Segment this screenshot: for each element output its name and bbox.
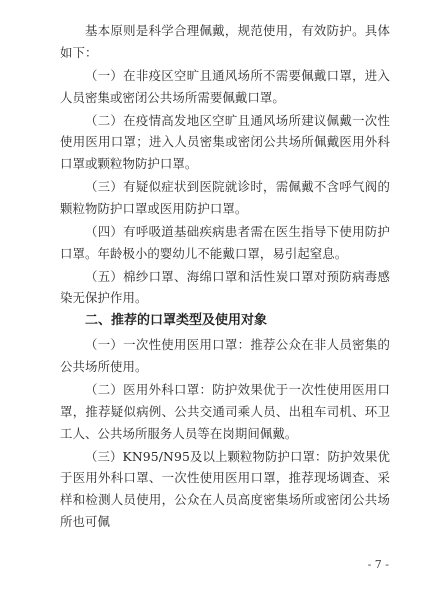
paragraph-item-3: （三）有疑似症状到医院就诊时，需佩戴不含呼气阀的颗粒物防护口罩或医用防护口罩。 <box>60 179 390 216</box>
paragraph-mask-type-2: （二）医用外科口罩：防护效果优于一次性使用医用口罩，推荐疑似病例、公共交通司乘人员、出租车司机、环卫工人、公共场所服务人员等在岗期间佩戴。 <box>60 382 390 441</box>
paragraph-item-1: （一）在非疫区空旷且通风场所不需要佩戴口罩，进入人员密集或密闭公共场所需要佩戴口罩。 <box>60 67 390 105</box>
paragraph-item-4: （四）有呼吸道基础疾病患者需在医生指导下使用防护口罩。年龄极小的婴幼儿不能戴口罩，易引起窒息。 <box>60 223 390 261</box>
paragraph-item-5: （五）棉纱口罩、海绵口罩和活性炭口罩对预防病毒感染无保护作用。 <box>60 268 390 306</box>
paragraph-mask-type-3: （三）KN95/N95及以上颗粒物防护口罩：防护效果优于医用外科口罩、一次性使用医用口罩，推荐现场调查、采样和检测人员使用，公众在人员高度密集场所或密闭公共场所也可佩 <box>60 448 390 529</box>
paragraph-intro: 基本原则是科学合理佩戴，规范使用，有效防护。具体如下： <box>60 23 390 60</box>
document-body <box>60 20 390 534</box>
paragraph-mask-type-1: （一）一次性使用医用口罩：推荐公众在非人员密集的公共场所使用。 <box>60 337 390 375</box>
section-heading: 二、推荐的口罩类型及使用对象 <box>85 313 268 329</box>
page-number: - 7 - <box>367 558 389 571</box>
paragraph-item-2: （二）在疫情高发地区空旷且通风场所建议佩戴一次性使用医用口罩；进入人员密集或密闭公共场所佩戴医用外科口罩或颗粒物防护口罩。 <box>60 112 390 171</box>
